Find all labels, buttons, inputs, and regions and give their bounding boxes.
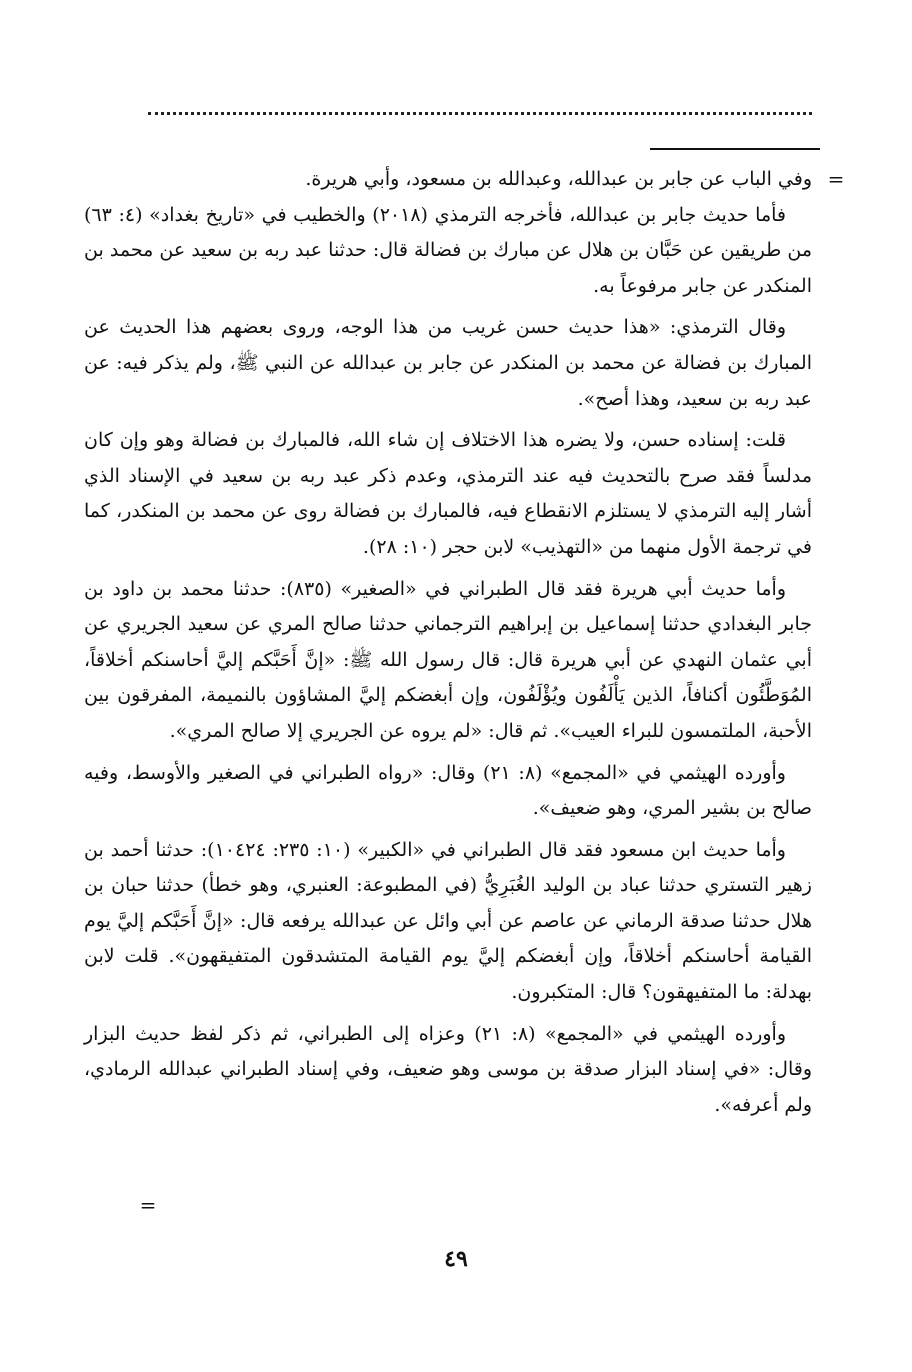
continuation-mark-bottom: = bbox=[139, 1193, 157, 1217]
paragraph-tirmidhi-comment: وقال الترمذي: «هذا حديث حسن غريب من هذا الوجه، وروى بعضهم هذا الحديث عن المبارك بن فضالة عن محمد بن المنكدر عن جابر بن عبدالله عن النبي ﷺ، ولم يذكر فيه: عن عبد ربه بن سعيد، وهذا أصح». bbox=[84, 316, 812, 410]
footnote-separator-rule bbox=[650, 148, 820, 150]
header-dotted-rule bbox=[148, 112, 812, 115]
paragraph-intro: وفي الباب عن جابر بن عبدالله، وعبدالله بن مسعود، وأبي هريرة. bbox=[305, 168, 812, 190]
continuation-mark-top: = bbox=[827, 167, 845, 191]
paragraph-haythami-first: وأورده الهيثمي في «المجمع» (٨: ٢١) وقال: «رواه الطبراني في الصغير والأوسط، وفيه صالح بن بشير المري، وهو ضعيف». bbox=[84, 761, 812, 820]
paragraph-abu-hurayra-hadith: وأما حديث أبي هريرة فقد قال الطبراني في «الصغير» (٨٣٥): حدثنا محمد بن داود بن جابر البغدادي حدثنا إسماعيل بن إبراهيم الترجماني حدثنا صالح المري عن سعيد الجريري عن أبي عثمان النهدي عن أبي هريرة قال: قال رسول الله ﷺ: «إنَّ أَحَبَّكم إليَّ أحاسنكم أخلاقاً، المُوَطَّئُون أكنافاً، الذين يَأْلَفُون ويُؤْلَفُون، وإن أبغضكم إليَّ المشاؤون بالنميمة، المفرقون بين الأحبة، الملتمسون للبراء العيب». ثم قال: «لم يروه عن الجريري إلا صالح المري». bbox=[84, 577, 812, 742]
paragraph-author-note: قلت: إسناده حسن، ولا يضره هذا الاختلاف إن شاء الله، فالمبارك بن فضالة وهو وإن كان مدلساً فقد صرح بالتحديث فيه عند الترمذي، وعدم ذكر عبد ربه بن سعيد في الإسناد الذي أشار إليه الترمذي لا يستلزم الانقطاع فيه، فالمبارك بن فضالة روى عن محمد بن المنكدر، كما في ترجمة الأول منهما من «التهذيب» لابن حجر (١٠: ٢٨). bbox=[84, 429, 812, 558]
paragraph-jabir-hadith: فأما حديث جابر بن عبدالله، فأخرجه الترمذي (٢٠١٨) والخطيب في «تاريخ بغداد» (٤: ٦٣) من طريقين عن حَبَّان بن هلال عن مبارك بن فضالة قال: حدثنا عبد ربه بن سعيد عن محمد بن المنكدر عن جابر مرفوعاً به. bbox=[84, 203, 812, 297]
paragraph-ibn-masud-hadith: وأما حديث ابن مسعود فقد قال الطبراني في «الكبير» (١٠: ٢٣٥: ١٠٤٢٤): حدثنا أحمد بن زهير التستري حدثنا عباد بن الوليد الغُبَرِيُّ (في المطبوعة: العنبري، وهو خطأ) حدثنا حبان بن هلال حدثنا صدقة الرماني عن عاصم عن أبي وائل عن عبدالله يرفعه قال: «إنَّ أَحَبَّكم إليَّ يوم القيامة أحاسنكم أخلاقاً، وإن أبغضكم إليَّ يوم القيامة المتشدقون المتفيقهون». قلت لابن بهدلة: ما المتفيهقون؟ قال: المتكبرون. bbox=[84, 838, 812, 1004]
paragraph-haythami-second: وأورده الهيثمي في «المجمع» (٨: ٢١) وعزاه إلى الطبراني، ثم ذكر لفظ حديث البزار وقال: «في إسناد البزار صدقة بن موسى وهو ضعيف، وفي إسناد الطبراني عبدالله الرمادي، ولم أعرفه». bbox=[84, 1022, 812, 1116]
page-number: ٤٩ bbox=[444, 1246, 468, 1272]
footnote-text bbox=[84, 162, 812, 1123]
